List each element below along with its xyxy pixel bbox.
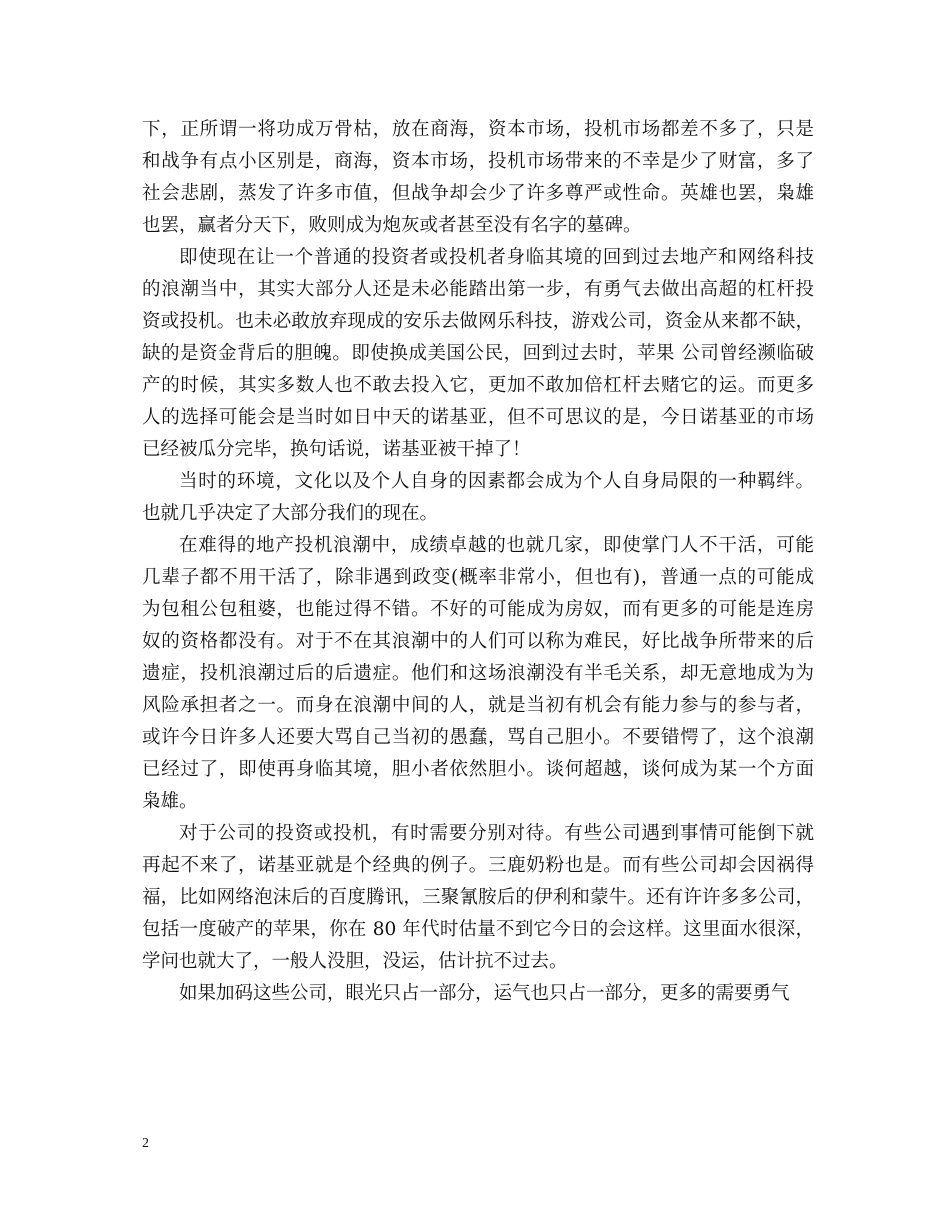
text-line: 已经被瓜分完毕，换句话说，诺基亚被干掉了！ [142, 439, 531, 460]
page-number: 2 [142, 1136, 149, 1151]
paragraph [142, 818, 814, 978]
text-line: 风险承担者之一。而身在浪潮中间的人，就是当初有机会有能力参与的参与者， [142, 695, 814, 716]
text-line: 包括一度破产的苹果，你在 80 年代时估量不到它今日的会这样。这里面水很深， [142, 919, 814, 940]
text-line: 人的选择可能会是当时如日中天的诺基亚，但不可思议的是，今日诺基亚的市场 [142, 407, 814, 428]
text-line: 资或投机。也未必敢放弃现成的安乐去做网乐科技，游戏公司，资金从来都不缺， [142, 311, 814, 332]
paragraph [142, 466, 814, 530]
text-line: 社会悲剧，蒸发了许多市值，但战争却会少了许多尊严或性命。英雄也罢，枭雄 [142, 183, 814, 204]
text-line: 已经过了，即使再身临其境，胆小者依然胆小。谈何超越，谈何成为某一个方面 [142, 759, 814, 780]
text-line: 对于公司的投资或投机，有时需要分别对待。有些公司遇到事情可能倒下就 [179, 823, 814, 844]
text-line: 当时的环境，文化以及个人自身的因素都会成为个人自身局限的一种羁绊。 [179, 471, 814, 492]
text-line: 和战争有点小区别是，商海，资本市场，投机市场带来的不幸是少了财富，多了 [142, 151, 814, 172]
text-line: 下，正所谓一将功成万骨枯，放在商海，资本市场，投机市场都差不多了，只是 [142, 119, 814, 140]
body-text [142, 114, 814, 1010]
text-line: 枭雄。 [142, 791, 198, 812]
paragraph [142, 242, 814, 466]
text-line: 为包租公包租婆，也能过得不错。不好的可能成为房奴，而有更多的可能是连房 [142, 599, 814, 620]
text-line: 如果加码这些公司，眼光只占一部分，运气也只占一部分，更多的需要勇气 [179, 983, 790, 1004]
paragraph [142, 114, 814, 242]
text-line: 即使现在让一个普通的投资者或投机者身临其境的回到过去地产和网络科技 [179, 247, 814, 268]
paragraph [142, 530, 814, 818]
text-line: 几辈子都不用干活了，除非遇到政变(概率非常小，但也有)，普通一点的可能成 [142, 567, 814, 588]
text-line: 再起不来了，诺基亚就是个经典的例子。三鹿奶粉也是。而有些公司却会因祸得 [142, 855, 814, 876]
text-line: 缺的是资金背后的胆魄。即使换成美国公民，回到过去时，苹果 公司曾经濒临破 [142, 343, 814, 364]
text-line: 或许今日许多人还要大骂自己当初的愚蠢，骂自己胆小。不要错愕了，这个浪潮 [142, 727, 814, 748]
text-line: 产的时候，其实多数人也不敢去投入它，更加不敢加倍杠杆去赌它的运。而更多 [142, 375, 814, 396]
text-line: 奴的资格都没有。对于不在其浪潮中的人们可以称为难民，好比战争所带来的后 [142, 631, 814, 652]
text-line: 福，比如网络泡沫后的百度腾讯，三聚氰胺后的伊利和蒙牛。还有许许多多公司， [142, 887, 814, 908]
text-line: 的浪潮当中，其实大部分人还是未必能踏出第一步，有勇气去做出高超的杠杆投 [142, 279, 814, 300]
paragraph [142, 978, 814, 1010]
text-line: 在难得的地产投机浪潮中，成绩卓越的也就几家，即使掌门人不干活，可能 [179, 535, 814, 556]
text-line: 也就几乎决定了大部分我们的现在。 [142, 503, 439, 524]
text-line: 学问也就大了，一般人没胆，没运，估计抗不过去。 [142, 951, 568, 972]
text-line: 遗症，投机浪潮过后的后遗症。他们和这场浪潮没有半毛关系，却无意地成为为 [142, 663, 814, 684]
text-line: 也罢，赢者分天下，败则成为炮灰或者甚至没有名字的墓碑。 [142, 215, 642, 236]
